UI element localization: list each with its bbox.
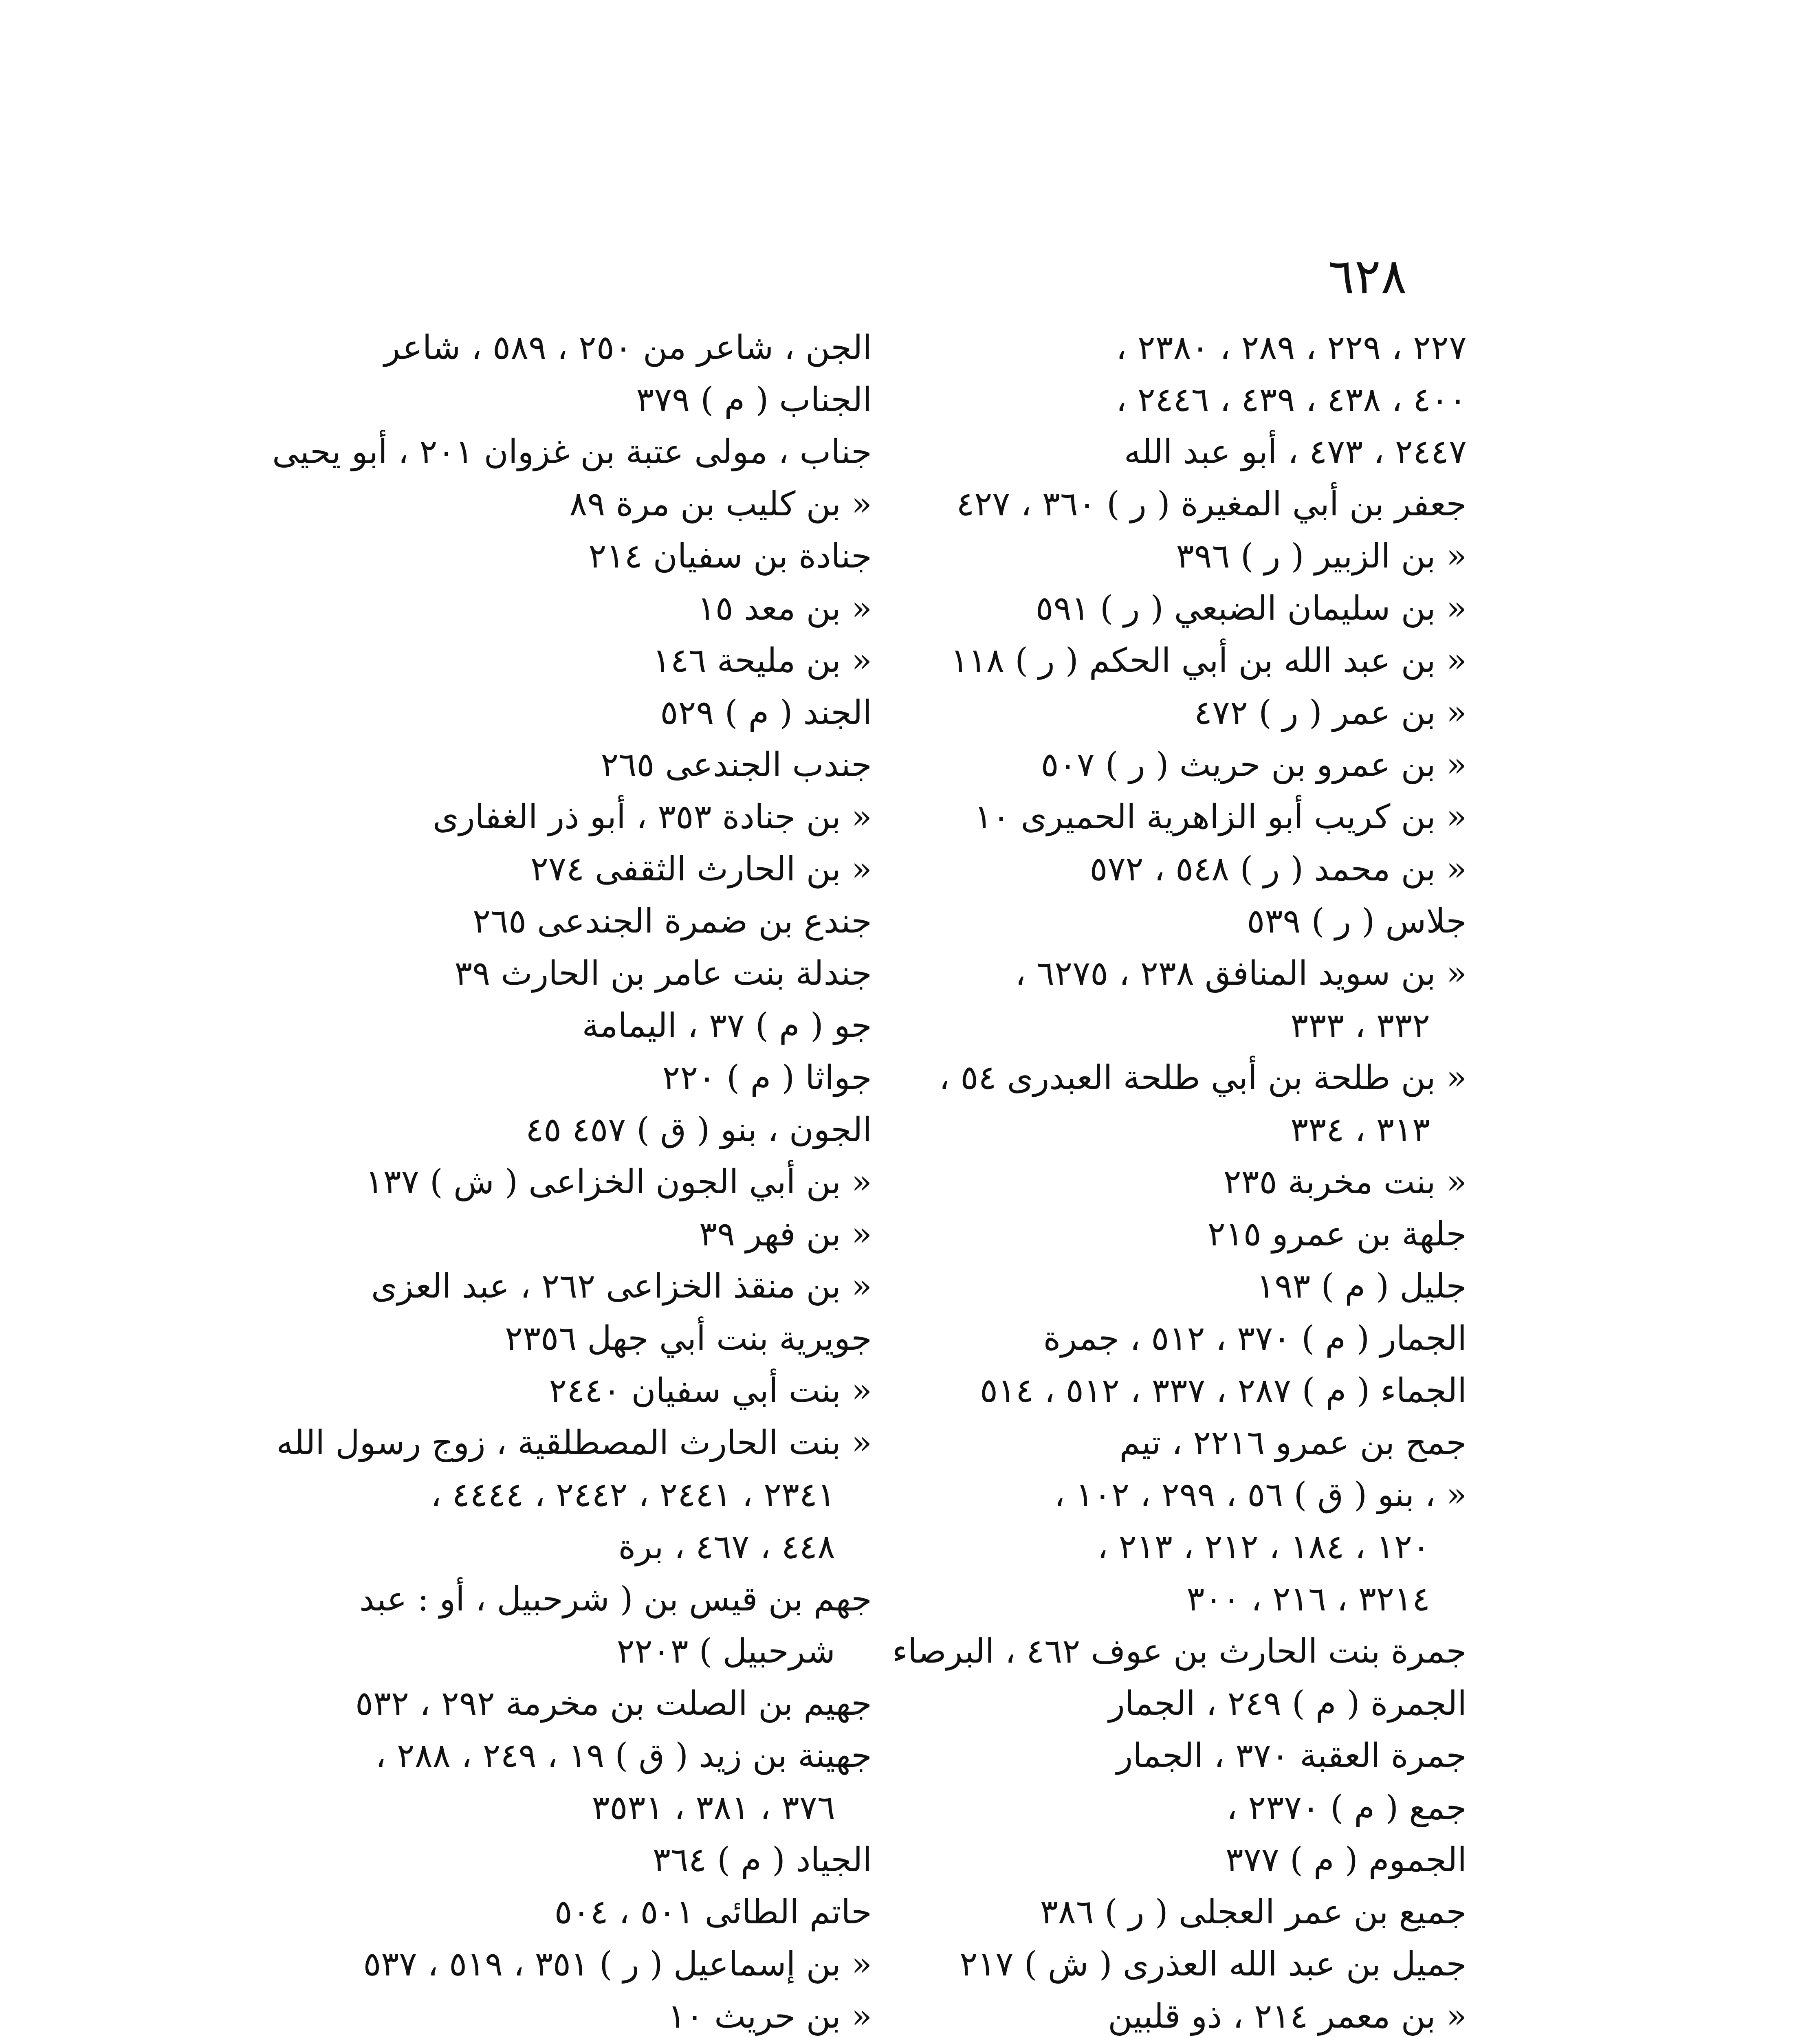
index-entry: « بن منقذ الخزاعى ٢٦٢ ، عبد العزى [371,1267,872,1306]
index-entry: جمرة بنت الحارث بن عوف ٤٦٢ ، البرصاء [892,1632,1467,1671]
index-entry: « بن الحارث الثقفى ٢٧٤ [530,850,872,889]
index-entry: ٢٣٤١ ، ٢٤٤١ ، ٢٤٤٢ ، ٤٤٤٤ ، [430,1476,835,1514]
index-entry: جهيم بن الصلت بن مخرمة ٢٩٢ ، ٥٣٢ [355,1684,872,1723]
index-entry: جهم بن قيس بن ( شرحبيل ، أو : عبد [359,1580,872,1619]
index-entry: الجماء ( م ) ٢٨٧ ، ٣٣٧ ، ٥١٢ ، ٥١٤ [979,1371,1467,1410]
index-entry: « بن أبي الجون الخزاعى ( ش ) ١٣٧ [365,1163,872,1201]
index-entry: « بن محمد ( ر ) ٥٤٨ ، ٥٧٢ [1089,850,1467,889]
page-number: ٦٢٨ [1328,249,1407,305]
index-entry: ٣٣٢ ، ٣٣٣ [1290,1006,1430,1045]
index-entry: الجياد ( م ) ٣٦٤ [652,1841,872,1879]
index-entry: ٣١٣ ، ٣٣٤ [1290,1111,1430,1149]
index-entry: جلهة بن عمرو ٢١٥ [1207,1215,1467,1254]
index-entry: « ، بنو ( ق ) ٥٦ ، ٢٩٩ ، ١٠٢ ، [1054,1476,1467,1514]
index-entry: جميل بن عبد الله العذرى ( ش ) ٢١٧ [960,1945,1467,1984]
index-column-right [892,322,1467,2037]
index-entry: الجون ، بنو ( ق ) ٤٥٧ ٤٥ [526,1111,872,1149]
index-entry: جلاس ( ر ) ٥٣٩ [1247,902,1467,941]
index-entry: « بن إسماعيل ( ر ) ٣٥١ ، ٥١٩ ، ٥٣٧ [363,1945,872,1984]
index-entry: جمح بن عمرو ٢٢١٦ ، تيم [1119,1423,1467,1462]
index-entry: « بنت مخربة ٢٣٥ [1223,1163,1467,1201]
index-entry: « بن عبد الله بن أبي الحكم ( ر ) ١١٨ [950,641,1467,680]
index-entry: ٢٤٤٧ ، ٤٧٣ ، أبو عبد الله [1124,433,1467,471]
index-entry: جناب ، مولى عتبة بن غزوان ٢٠١ ، أبو يحيى [272,433,872,471]
index-entry: جندب الجندعى ٢٦٥ [601,746,872,784]
index-entry: « بن معمر ٢١٤ ، ذو قلبين [1108,1997,1467,2036]
index-entry: جندلة بنت عامر بن الحارث ٣٩ [454,954,872,993]
index-entry: « بن معد ١٥ [697,589,872,628]
index-entry: « بن سويد المنافق ٢٣٨ ، ٦٢٧٥ ، [1015,954,1467,993]
index-entry: « بن عمر ( ر ) ٤٧٢ [1194,693,1467,732]
index-entry: جواثا ( م ) ٢٢٠ [662,1058,872,1097]
index-entry: الجند ( م ) ٥٢٩ [660,693,872,732]
index-entry: الجناب ( م ) ٣٧٩ [636,381,872,419]
index-entry: « بن كريب أبو الزاهرية الحميرى ١٠ [974,798,1467,836]
index-entry: الجمار ( م ) ٣٧٠ ، ٥١٢ ، جمرة [1043,1319,1467,1358]
index-entry: « بنت أبي سفيان ٢٤٤٠ [549,1371,872,1410]
index-entry: جمرة العقبة ٣٧٠ ، الجمار [1116,1736,1467,1775]
index-entry: الجمرة ( م ) ٢٤٩ ، الجمار [1109,1684,1467,1723]
index-entry: جميع بن عمر العجلى ( ر ) ٣٨٦ [1040,1893,1467,1931]
index-entry: « بن كليب بن مرة ٨٩ [569,485,872,524]
index-entry: ٣٧٦ ، ٣٨١ ، ٣٥٣١ [592,1788,835,1827]
index-entry: جهينة بن زيد ( ق ) ١٩ ، ٢٤٩ ، ٢٨٨ ، [375,1736,872,1775]
index-entry: الجن ، شاعر من ٢٥٠ ، ٥٨٩ ، شاعر [384,328,872,367]
index-entry: جنادة بن سفيان ٢١٤ [588,537,872,576]
index-entry: حاتم الطائى ٥٠١ ، ٥٠٤ [554,1893,872,1931]
index-entry: ٣٢١٤ ، ٢١٦ ، ٣٠٠ [1186,1580,1430,1619]
index-entry: جليل ( م ) ١٩٣ [1257,1267,1467,1306]
index-entry: « بن عمرو بن حريث ( ر ) ٥٠٧ [1041,746,1467,784]
index-entry: ٤٠٠ ، ٤٣٨ ، ٤٣٩ ، ٢٤٤٦ ، [1116,381,1467,419]
index-entry: « بن طلحة بن أبي طلحة العبدرى ٥٤ ، [939,1058,1467,1097]
index-entry: « بن فهر ٣٩ [699,1215,872,1254]
index-entry: جويرية بنت أبي جهل ٢٣٥٦ [505,1319,872,1358]
index-entry: « بن الزبير ( ر ) ٣٩٦ [1176,537,1467,576]
index-entry: « بن جنادة ٣٥٣ ، أبو ذر الغفارى [432,798,872,836]
index-entry: « بن سليمان الضبعي ( ر ) ٥٩١ [1035,589,1467,628]
index-column-left [272,322,872,2037]
index-entry: جعفر بن أبي المغيرة ( ر ) ٣٦٠ ، ٤٢٧ [956,485,1467,524]
index-entry: الجموم ( م ) ٣٧٧ [1225,1841,1467,1879]
index-entry: جو ( م ) ٣٧ ، اليمامة [582,1006,872,1045]
index-entry: جندع بن ضمرة الجندعى ٢٦٥ [472,902,872,941]
index-entry: ٤٤٨ ، ٤٦٧ ، برة [618,1528,835,1566]
index-entry: « بن مليحة ١٤٦ [652,641,872,680]
index-entry: « بن حريث ١٠ [668,1997,872,2036]
index-entry: ٢٢٧ ، ٢٢٩ ، ٢٨٩ ، ٢٣٨٠ ، [1116,328,1467,367]
index-entry: ١٢٠ ، ١٨٤ ، ٢١٢ ، ٢١٣ ، [1097,1528,1430,1566]
index-entry: شرحبيل ) ٢٢٠٣ [616,1632,835,1671]
index-entry: « بنت الحارث المصطلقية ، زوج رسول الله [276,1423,872,1462]
index-entry: جمع ( م ) ٢٣٧٠ ، [1226,1788,1467,1827]
